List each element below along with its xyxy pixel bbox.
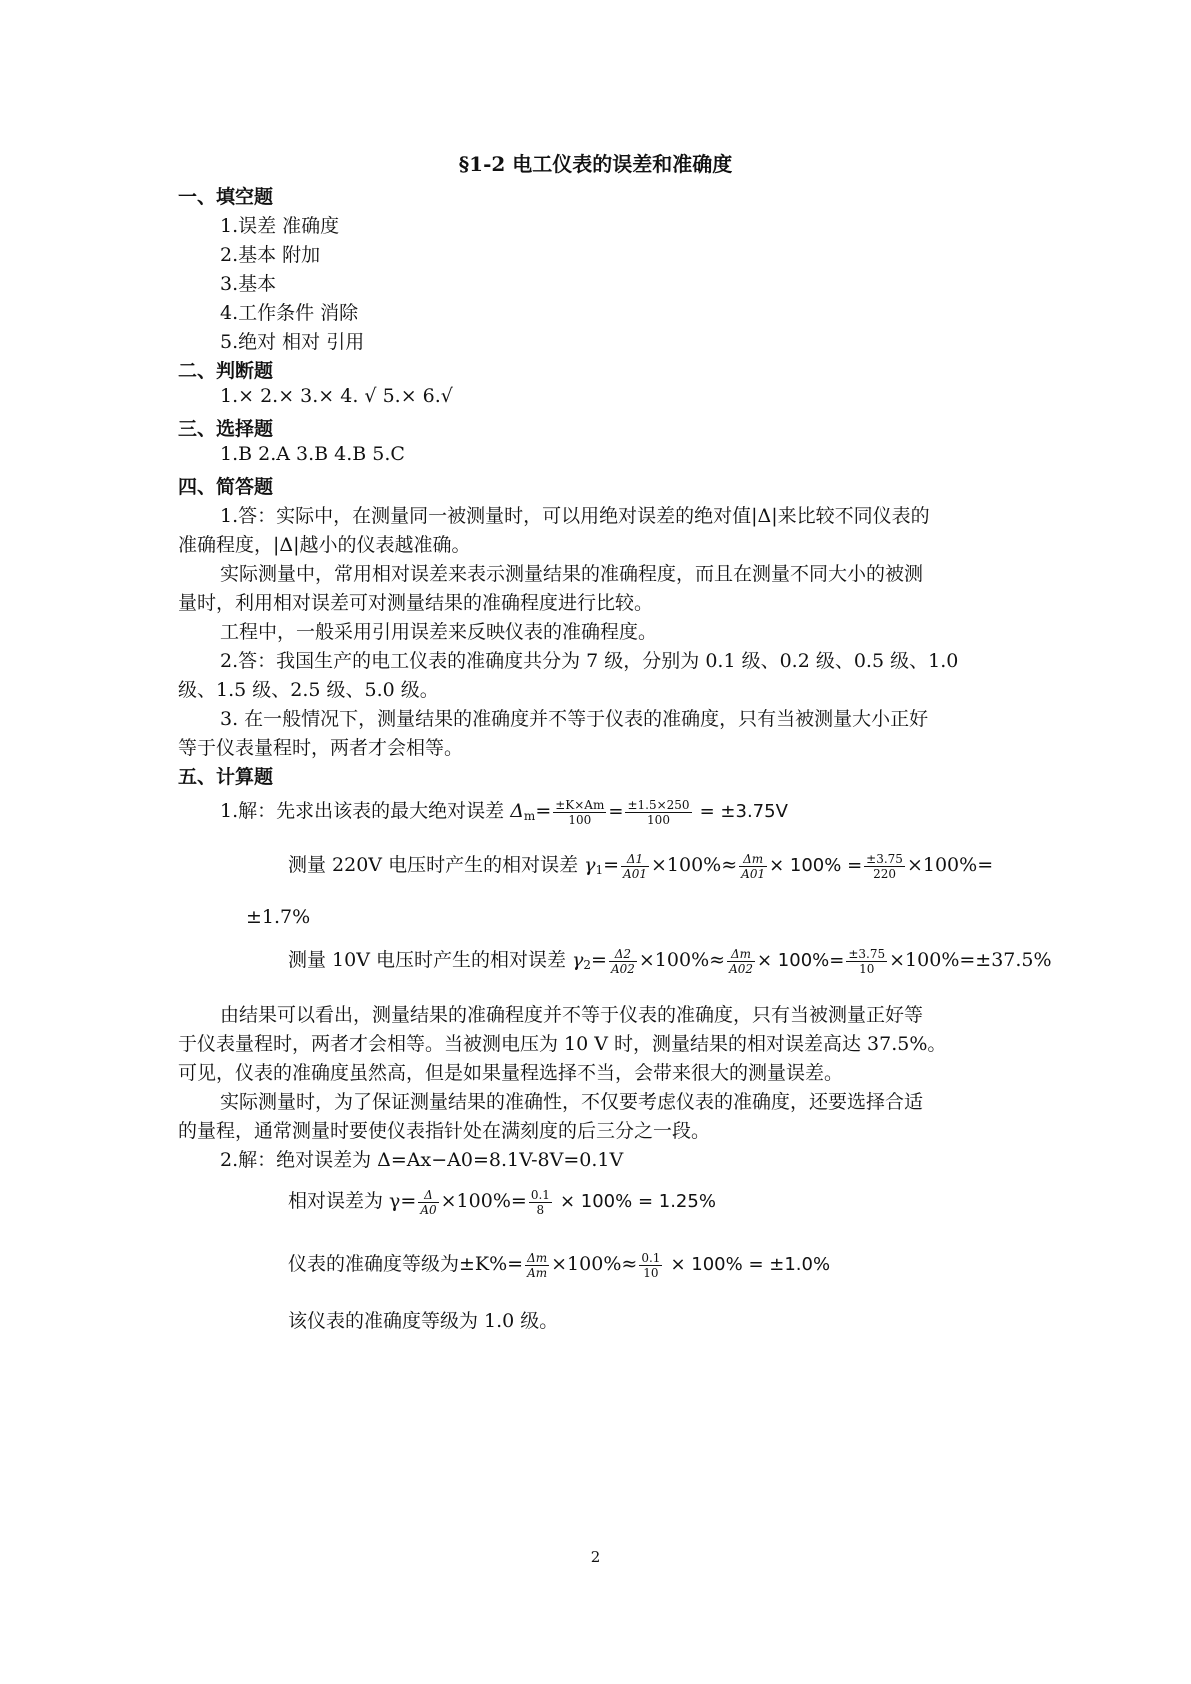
fill-answer-5: 5.绝对 相对 引用: [220, 331, 365, 353]
fraction-375-220: $\frac{\pm 3.75}{220}$: [866, 851, 903, 881]
short-answer-1-line-1: 1.答：实际中，在测量同一被测量时，可以用绝对误差的绝对值|Δ|来比较不同仪表的: [220, 505, 930, 527]
fraction-max-error-values: $\frac{\pm 1.5\times 250}{100}$: [627, 797, 690, 827]
gamma1-symbol: γ: [584, 854, 596, 876]
max-error-result: = ±3.75V: [699, 801, 788, 822]
section-heading-calculation: 五、计算题: [178, 766, 274, 788]
conclusion-line-4: 实际测量时，为了保证测量结果的准确性，不仅要考虑仪表的准确度，还要选择合适: [220, 1091, 924, 1113]
fraction-01-10: $\frac{0.1}{10}$: [641, 1250, 661, 1280]
section-heading-short-answer: 四、简答题: [178, 476, 274, 498]
conclusion-line-3: 可见，仪表的准确度虽然高，但是如果量程选择不当，会带来很大的测量误差。: [178, 1062, 844, 1084]
calc-2-line-2: 相对误差为 γ= $\frac{\Delta}{A0}$ ×100%= $\frac{0.1}{8}$ × 100% = 1.25%: [288, 1187, 716, 1217]
true-false-answers: 1.× 2.× 3.× 4. √ 5.× 6.√: [220, 385, 453, 407]
calc-2-line-1: 2.解：绝对误差为 Δ=Ax−A0=8.1V-8V=0.1V: [220, 1149, 624, 1171]
calc-2-l2-text: 相对误差为 γ=: [288, 1190, 417, 1212]
short-answer-1-line-2: 准确程度，|Δ|越小的仪表越准确。: [178, 534, 471, 556]
fraction-delta1-a01: $\frac{\Delta 1}{A01}$: [623, 851, 647, 881]
fill-answer-4: 4.工作条件 消除: [220, 302, 359, 324]
calc-2-line-4: 该仪表的准确度等级为 1.0 级。: [288, 1310, 559, 1332]
calc-2-line-3: 仪表的准确度等级为±K%= $\frac{\Delta m}{Am}$ ×100%≈ $\frac{0.1}{10}$ × 100% = ±1.0%: [288, 1250, 831, 1280]
calc-1-line-4: 测量 10V 电压时产生的相对误差 $\gamma_2=$ $\frac{\Delta 2}{A02}$ ×100%≈ $\frac{\Delta m}{A02}$ × 100%= $\frac{\pm 3.75}{10}$ ×100%=±37.5%: [288, 946, 1052, 976]
short-answer-3-line-1: 3. 在一般情况下，测量结果的准确度并不等于仪表的准确度，只有当被测量大小正好: [220, 708, 929, 730]
section-heading-choice: 三、选择题: [178, 418, 274, 440]
calc-2-l3-text: 仪表的准确度等级为±K%=: [288, 1253, 524, 1275]
fraction-deltam-a02: $\frac{\Delta m}{A02}$: [729, 946, 753, 976]
calc-1-intro: 1.解：先求出该表的最大绝对误差: [220, 800, 505, 822]
fill-answer-2: 2.基本 附加: [220, 244, 321, 266]
conclusion-line-1: 由结果可以看出，测量结果的准确程度并不等于仪表的准确度，只有当被测量正好等: [220, 1004, 924, 1026]
page-number: 2: [590, 1548, 601, 1566]
calc-1-line-1: 1.解：先求出该表的最大绝对误差 $\Delta_m=$ $\frac{\pm K\times Am}{100}$ = $\frac{\pm 1.5\times 250}{100}$ = ±3.75V: [220, 797, 788, 827]
short-answer-1-line-4: 量时，利用相对误差可对测量结果的准确程度进行比较。: [178, 592, 654, 614]
gamma2-symbol: γ: [572, 949, 584, 971]
section-heading-fill-in: 一、填空题: [178, 186, 274, 208]
calc-1-line-3: ±1.7%: [246, 906, 311, 928]
relative-error-result: × 100% = 1.25%: [559, 1191, 716, 1212]
short-answer-2-line-1: 2.答：我国生产的电工仪表的准确度共分为 7 级，分别为 0.1 级、0.2 级、0.5 级、1.0: [220, 650, 959, 672]
section-heading-true-false: 二、判断题: [178, 360, 274, 382]
calc-1-l4-text: 测量 10V 电压时产生的相对误差: [288, 949, 566, 971]
choice-answers: 1.B 2.A 3.B 4.B 5.C: [220, 443, 405, 465]
fill-answer-3: 3.基本: [220, 273, 277, 295]
calc-1-line-2: 测量 220V 电压时产生的相对误差 $\gamma_1=$ $\frac{\Delta 1}{A01}$ ×100%≈ $\frac{\Delta m}{A01}$ × 100% = $\frac{\pm 3.75}{220}$ ×100%=: [288, 851, 994, 881]
calc-1-l2-text: 测量 220V 电压时产生的相对误差: [288, 854, 579, 876]
fraction-max-error-formula: $\frac{\pm K\times Am}{100}$: [555, 797, 605, 827]
short-answer-1-line-3: 实际测量中，常用相对误差来表示测量结果的准确程度，而且在测量不同大小的被测: [220, 563, 924, 585]
delta-subscript: m: [523, 809, 536, 823]
fraction-deltam-am: $\frac{\Delta m}{Am}$: [527, 1250, 548, 1280]
page-title: §1-2 电工仪表的误差和准确度: [458, 152, 733, 176]
delta-symbol: Δ: [510, 800, 524, 822]
short-answer-1-line-5: 工程中，一般采用引用误差来反映仪表的准确程度。: [220, 621, 658, 643]
fraction-375-10: $\frac{\pm 3.75}{10}$: [848, 946, 886, 976]
conclusion-line-2: 于仪表量程时，两者才会相等。当被测电压为 10 V 时，测量结果的相对误差高达 37.5%。: [178, 1033, 947, 1055]
fraction-01-8: $\frac{0.1}{8}$: [530, 1187, 550, 1217]
short-answer-2-line-2: 级、1.5 级、2.5 级、5.0 级。: [178, 679, 439, 701]
short-answer-3-line-2: 等于仪表量程时，两者才会相等。: [178, 737, 464, 759]
fraction-delta2-a02: $\frac{\Delta 2}{A02}$: [610, 946, 635, 976]
accuracy-grade-result: × 100% = ±1.0%: [670, 1254, 831, 1275]
fraction-deltam-a01: $\frac{\Delta m}{A01}$: [741, 851, 766, 881]
conclusion-line-5: 的量程，通常测量时要使仪表指针处在满刻度的后三分之一段。: [178, 1120, 711, 1142]
fraction-delta-a0: $\frac{\Delta}{A0}$: [420, 1187, 437, 1217]
fill-answer-1: 1.误差 准确度: [220, 215, 340, 237]
